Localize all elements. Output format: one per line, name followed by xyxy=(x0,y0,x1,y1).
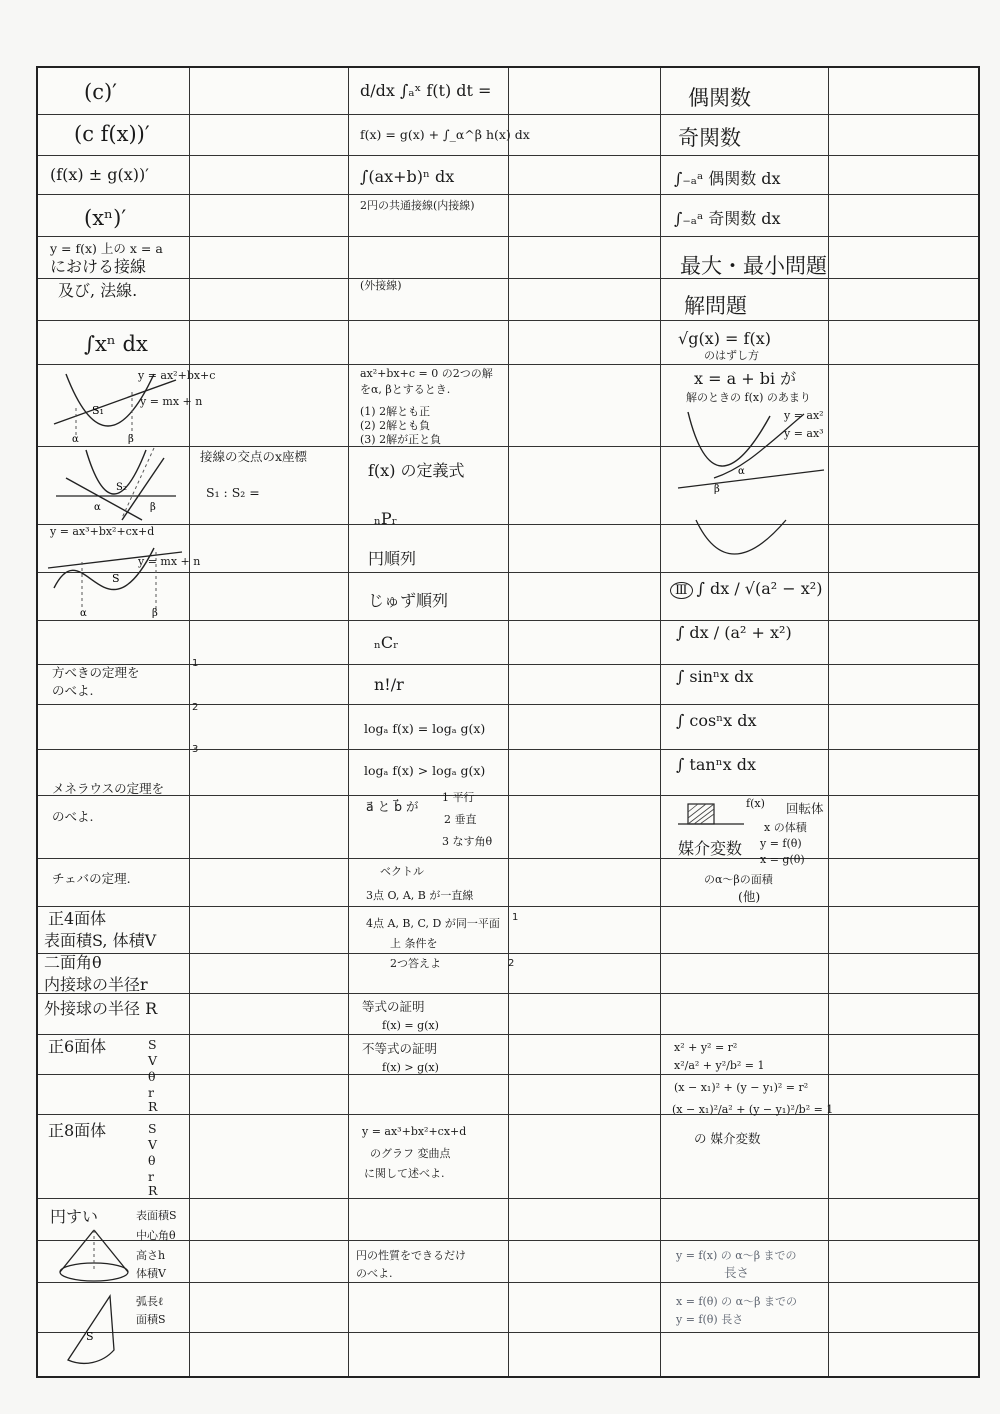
sketch-eq-ax3: y = ax³ xyxy=(784,427,824,440)
curve-length-label: 長さ xyxy=(724,1265,750,1280)
fx-definition: f(x) の定義式 xyxy=(368,461,465,480)
row-divider xyxy=(38,704,978,705)
column-divider xyxy=(660,68,661,1376)
parametric-x: x = g(θ) xyxy=(760,853,805,866)
sketch-label-alpha-2: α xyxy=(94,502,101,513)
shifted-ellipse-equation: (x − x₁)²/a² + (y − y₁)²/b² = 1 xyxy=(672,1103,834,1116)
vector-parallel: 1 平行 xyxy=(442,791,475,804)
circle-properties: 円の性質をできるだけ xyxy=(356,1249,466,1262)
vector-label: ベクトル xyxy=(380,865,424,878)
tangent-line-prompt-2: における接線 xyxy=(50,257,147,276)
margin-number: 1 xyxy=(192,658,199,669)
vector-condition: a⃗ と b⃗ が xyxy=(366,799,419,814)
conic-parametric: の 媒介変数 xyxy=(694,1131,761,1146)
chapter-three-badge: Ⅲ xyxy=(670,582,693,599)
derivative-power: (xⁿ)′ xyxy=(84,206,127,230)
hexahedron-v: V xyxy=(148,1053,158,1068)
n-factorial-over-r: n!/r xyxy=(374,675,404,694)
integral-odd: ∫₋ₐᵃ 奇関数 dx xyxy=(674,209,781,228)
margin-number: 2 xyxy=(508,958,515,969)
cone-volume: 体積V xyxy=(136,1267,166,1280)
inequality-proof-eq: f(x) > g(x) xyxy=(382,1061,439,1074)
sketch-label-s2: S₂ xyxy=(116,482,127,493)
ftc-derivative: d/dx ∫ₐˣ f(t) dt = xyxy=(360,81,492,100)
quadratic-roots-2: をα, βとするとき. xyxy=(360,383,451,396)
row-divider xyxy=(38,114,978,115)
derivative-constant: (c)′ xyxy=(84,80,117,104)
sector-area: 面積S xyxy=(136,1313,166,1326)
rotation-volume-sketch xyxy=(678,798,746,828)
cone-title: 円すい xyxy=(50,1207,99,1226)
sketch-label-s1: S₁ xyxy=(92,404,104,417)
identity-proof-eq: f(x) = g(x) xyxy=(382,1019,439,1032)
integral-sin-power: ∫ sinⁿx dx xyxy=(676,667,754,686)
integral-linear-power: ∫(ax+b)ⁿ dx xyxy=(360,167,455,186)
row-divider xyxy=(38,1034,978,1035)
root-removal: √g(x) = f(x) xyxy=(678,329,771,348)
sketch-label-beta-4: β xyxy=(714,484,720,495)
area-ratio: S₁ : S₂ = xyxy=(206,485,260,500)
tetrahedron-circumradius: 外接球の半径 R xyxy=(44,999,158,1018)
sketch-label-beta-2: β xyxy=(150,502,156,513)
circle-properties-2: のべよ. xyxy=(356,1267,393,1280)
margin-number: 2 xyxy=(192,702,199,713)
margin-number: 3 xyxy=(192,744,199,755)
cubic-graph-describe: に関して述べよ. xyxy=(364,1167,445,1180)
octahedron-v: V xyxy=(148,1137,158,1152)
circular-permutation: 円順列 xyxy=(368,549,417,568)
tangent-lines-sketch xyxy=(46,448,186,522)
row-divider xyxy=(38,620,978,621)
derivative-sum: (f(x) ± g(x))′ xyxy=(50,165,149,184)
three-points-collinear: 3点 O, A, B が一直線 xyxy=(366,889,474,902)
sketch-label-s: S xyxy=(112,572,120,585)
param-curve-length-2: y = f(θ) 長さ xyxy=(676,1313,744,1326)
notes-table xyxy=(36,66,980,1378)
sketch-eq-quadratic: y = ax²+bx+c xyxy=(138,369,216,382)
sketch-label-beta-3: β xyxy=(152,608,158,619)
quadratic-roots: ax²+bx+c = 0 の2つの解 xyxy=(360,367,493,380)
circle-equation: x² + y² = r² xyxy=(674,1041,738,1054)
octahedron-title: 正8面体 xyxy=(48,1121,107,1140)
row-divider xyxy=(38,320,978,321)
sketch-label-alpha-4: α xyxy=(738,466,745,477)
even-function: 偶関数 xyxy=(688,86,751,110)
sector-label-s: S xyxy=(86,1330,94,1343)
integral-xn: ∫xⁿ dx xyxy=(84,332,148,356)
column-divider xyxy=(189,68,190,1376)
rotation-body: 回転体 xyxy=(786,801,824,816)
cone-height: 高さh xyxy=(136,1249,166,1262)
column-divider xyxy=(508,68,509,1376)
integral-equation: f(x) = g(x) + ∫_α^β h(x) dx xyxy=(360,127,530,142)
sketch-label-beta: β xyxy=(128,434,134,445)
normal-line-prompt: 及び, 法線. xyxy=(58,281,138,300)
cone-sketch xyxy=(54,1226,134,1284)
sketch-eq-line: y = mx + n xyxy=(140,395,203,408)
sector-arc: 弧長ℓ xyxy=(136,1295,164,1308)
cubic-graph: y = ax³+bx²+cx+d xyxy=(362,1125,467,1138)
tetrahedron-dihedral: 二面角θ xyxy=(44,953,102,972)
row-divider xyxy=(38,749,978,750)
row-divider xyxy=(38,236,978,237)
power-point-theorem: 方べきの定理を xyxy=(52,665,140,680)
sketch-label-alpha: α xyxy=(72,434,79,445)
hexahedron-theta: θ xyxy=(148,1069,156,1084)
complex-root: x = a + bi が xyxy=(694,369,797,388)
tangent-line-prompt: y = f(x) 上の x = a xyxy=(50,241,163,256)
tangent-intersection-x: 接線の交点のx座標 xyxy=(200,449,308,464)
row-divider xyxy=(38,364,978,365)
rotation-fx: f(x) xyxy=(746,797,765,810)
sketch-eq-ax2: y = ax² xyxy=(784,409,824,422)
derivative-cfx: (c f(x))′ xyxy=(74,122,150,146)
sketch-eq-cubic: y = ax³+bx²+cx+d xyxy=(50,525,155,538)
parametric-other: (他) xyxy=(738,889,761,904)
ceva-theorem: チェバの定理. xyxy=(52,871,131,886)
parametric-title: 媒介変数 xyxy=(678,839,743,858)
row-divider xyxy=(38,155,978,156)
hexahedron-s: S xyxy=(148,1037,157,1052)
complex-root-remainder: 解のときの f(x) のあまり xyxy=(686,391,811,404)
cone-surface: 表面積S xyxy=(136,1209,177,1222)
column-divider xyxy=(828,68,829,1376)
inequality-proof: 不等式の証明 xyxy=(362,1041,438,1056)
sketch-label-alpha-3: α xyxy=(80,608,87,619)
identity-proof: 等式の証明 xyxy=(362,999,425,1014)
integral-tan-power: ∫ tanⁿx dx xyxy=(676,755,756,774)
column-divider xyxy=(348,68,349,1376)
vector-perpendicular: 2 垂直 xyxy=(444,813,477,826)
integral-sqrt-expr: ∫ dx / √(a² − x²) xyxy=(696,579,823,598)
integral-arctan: ∫ dx / (a² + x²) xyxy=(676,623,792,642)
sector-sketch xyxy=(58,1290,128,1376)
rotation-volume: x の体積 xyxy=(764,821,807,834)
integral-cos-power: ∫ cosⁿx dx xyxy=(676,711,757,730)
roots-positive: (1) 2解とも正 xyxy=(360,405,431,418)
row-divider xyxy=(38,1332,978,1333)
param-curve-length: x = f(θ) の α〜β までの xyxy=(676,1295,797,1308)
hexahedron-title: 正6面体 xyxy=(48,1037,107,1056)
tetrahedron-inradius: 内接球の半径r xyxy=(44,975,148,994)
cubic-graph-inflection: のグラフ 変曲点 xyxy=(370,1147,451,1160)
necklace-permutation: じゅず順列 xyxy=(368,591,449,610)
roots-negative: (2) 2解とも負 xyxy=(360,419,431,432)
parametric-y: y = f(θ) xyxy=(760,837,802,850)
power-point-theorem-2: のべよ. xyxy=(52,683,94,698)
cone-angle: 中心角θ xyxy=(136,1229,176,1242)
hexahedron-r: r xyxy=(148,1085,154,1100)
roots-mixed: (3) 2解が正と負 xyxy=(360,433,442,446)
menelaus-theorem-2: のべよ. xyxy=(52,809,94,824)
row-divider xyxy=(38,194,978,195)
hexahedron-big-r: R xyxy=(148,1099,158,1114)
curve-length: y = f(x) の α〜β までの xyxy=(676,1249,797,1262)
integral-sqrt xyxy=(664,578,828,601)
ellipse-equation: x²/a² + y²/b² = 1 xyxy=(674,1059,765,1072)
root-removal-how: のはずし方 xyxy=(704,349,759,362)
permutation-npr: ₙPᵣ xyxy=(374,509,398,528)
common-tangent-outer: (外接線) xyxy=(360,279,402,292)
row-divider xyxy=(38,858,978,859)
max-min-problem: 最大・最小問題 xyxy=(680,254,827,278)
vector-angle: 3 なす角θ xyxy=(442,835,493,848)
log-inequality: logₐ f(x) > logₐ g(x) xyxy=(364,763,486,778)
coplanar-condition: 上 条件を xyxy=(390,937,438,950)
octahedron-s: S xyxy=(148,1121,157,1136)
tetrahedron-title: 正4面体 xyxy=(48,909,107,928)
row-divider xyxy=(38,906,978,907)
coplanar-answer-two: 2つ答えよ xyxy=(390,957,441,970)
row-divider xyxy=(38,446,978,447)
integral-even: ∫₋ₐᵃ 偶関数 dx xyxy=(674,169,781,188)
parametric-area: のα〜βの面積 xyxy=(704,873,773,886)
combination-ncr: ₙCᵣ xyxy=(374,633,399,652)
four-points-coplanar: 4点 A, B, C, D が同一平面 xyxy=(366,917,500,930)
menelaus-theorem: メネラウスの定理を xyxy=(52,781,165,796)
odd-function: 奇関数 xyxy=(678,126,741,150)
octahedron-big-r: R xyxy=(148,1183,158,1198)
margin-number: 1 xyxy=(512,912,519,923)
solution-problem: 解問題 xyxy=(684,294,747,318)
octahedron-r: r xyxy=(148,1169,154,1184)
common-tangent-inner: 2円の共通接線(内接線) xyxy=(360,199,475,212)
tetrahedron-surface: 表面積S, 体積V xyxy=(44,931,157,950)
log-equation: logₐ f(x) = logₐ g(x) xyxy=(364,721,486,736)
cubic-sketch xyxy=(44,538,201,619)
shifted-circle-equation: (x − x₁)² + (y − y₁)² = r² xyxy=(674,1081,809,1094)
octahedron-theta: θ xyxy=(148,1153,156,1168)
sketch-eq-line-2: y = mx + n xyxy=(138,555,201,568)
